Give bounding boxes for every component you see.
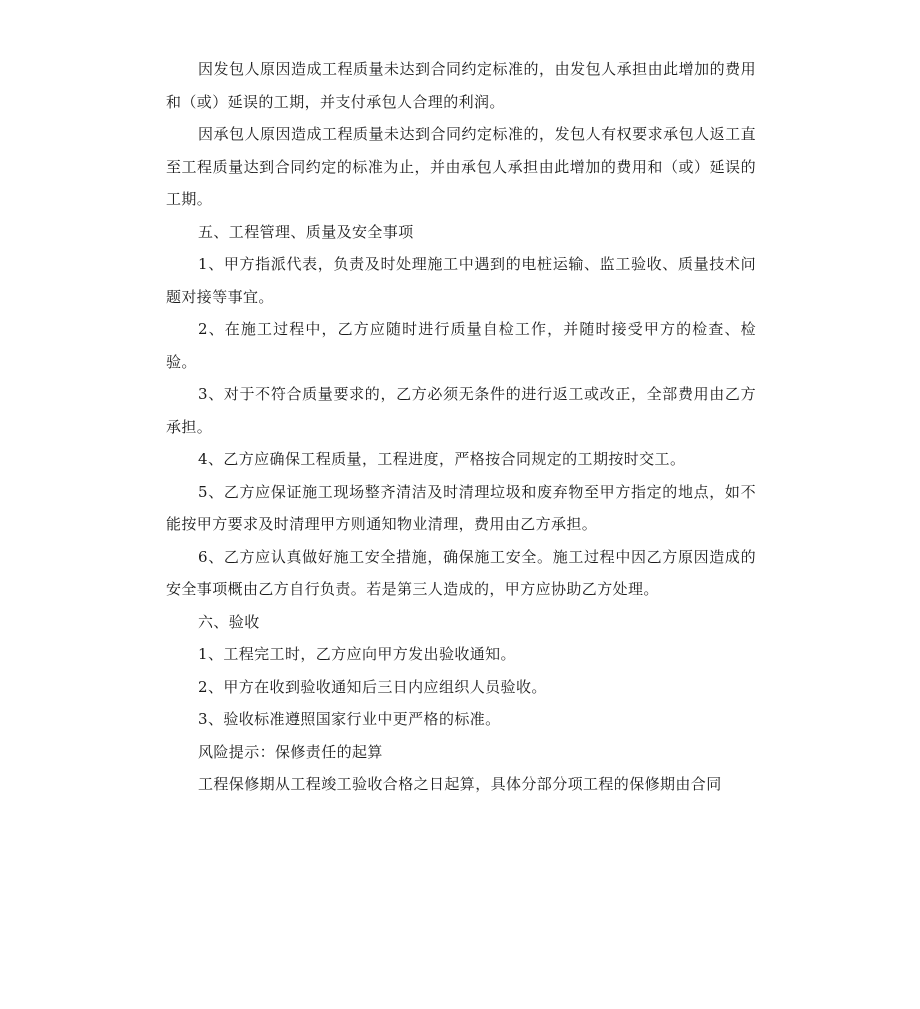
document-page: [166, 53, 756, 801]
list-item-management-1: 1、甲方指派代表，负责及时处理施工中遇到的电桩运输、监工验收、质量技术问题对接等事宜。: [166, 255, 756, 306]
list-item-management-5: 5、乙方应保证施工现场整齐清洁及时清理垃圾和废弃物至甲方指定的地点，如不能按甲方要求及时清理甲方则通知物业清理，费用由乙方承担。: [166, 482, 756, 533]
paragraph-contractor-quality-fault: 因承包人原因造成工程质量未达到合同约定标准的，发包人有权要求承包人返工直至工程质量达到合同约定的标准为止，并由承包人承担由此增加的费用和（或）延误的工期。: [166, 125, 756, 208]
list-item-management-4: 4、乙方应确保工程质量，工程进度，严格按合同规定的工期按时交工。: [198, 450, 686, 468]
paragraph-employer-quality-fault: 因发包人原因造成工程质量未达到合同约定标准的，由发包人承担由此增加的费用和（或）延误的工期，并支付承包人合理的利润。: [166, 60, 756, 111]
list-item-acceptance-2: 2、甲方在收到验收通知后三日内应组织人员验收。: [198, 677, 547, 696]
list-item-management-3: 3、对于不符合质量要求的，乙方必须无条件的进行返工或改正，全部费用由乙方承担。: [166, 385, 756, 436]
risk-tip-heading: 风险提示：保修责任的起算: [198, 742, 383, 761]
list-item-management-2: 2、在施工过程中，乙方应随时进行质量自检工作，并随时接受甲方的检查、检验。: [166, 320, 756, 371]
list-item-management-6: 6、乙方应认真做好施工安全措施，确保施工安全。施工过程中因乙方原因造成的安全事项概由乙方自行负责。若是第三人造成的，甲方应协助乙方处理。: [166, 547, 756, 598]
list-item-acceptance-1: 1、工程完工时，乙方应向甲方发出验收通知。: [198, 645, 516, 663]
section-heading-acceptance: 六、验收: [198, 612, 260, 631]
paragraph-warranty-start: 工程保修期从工程竣工验收合格之日起算，具体分部分项工程的保修期由合同: [198, 775, 722, 793]
section-heading-management: 五、工程管理、质量及安全事项: [198, 222, 414, 241]
list-item-acceptance-3: 3、验收标准遵照国家行业中更严格的标准。: [198, 710, 501, 728]
